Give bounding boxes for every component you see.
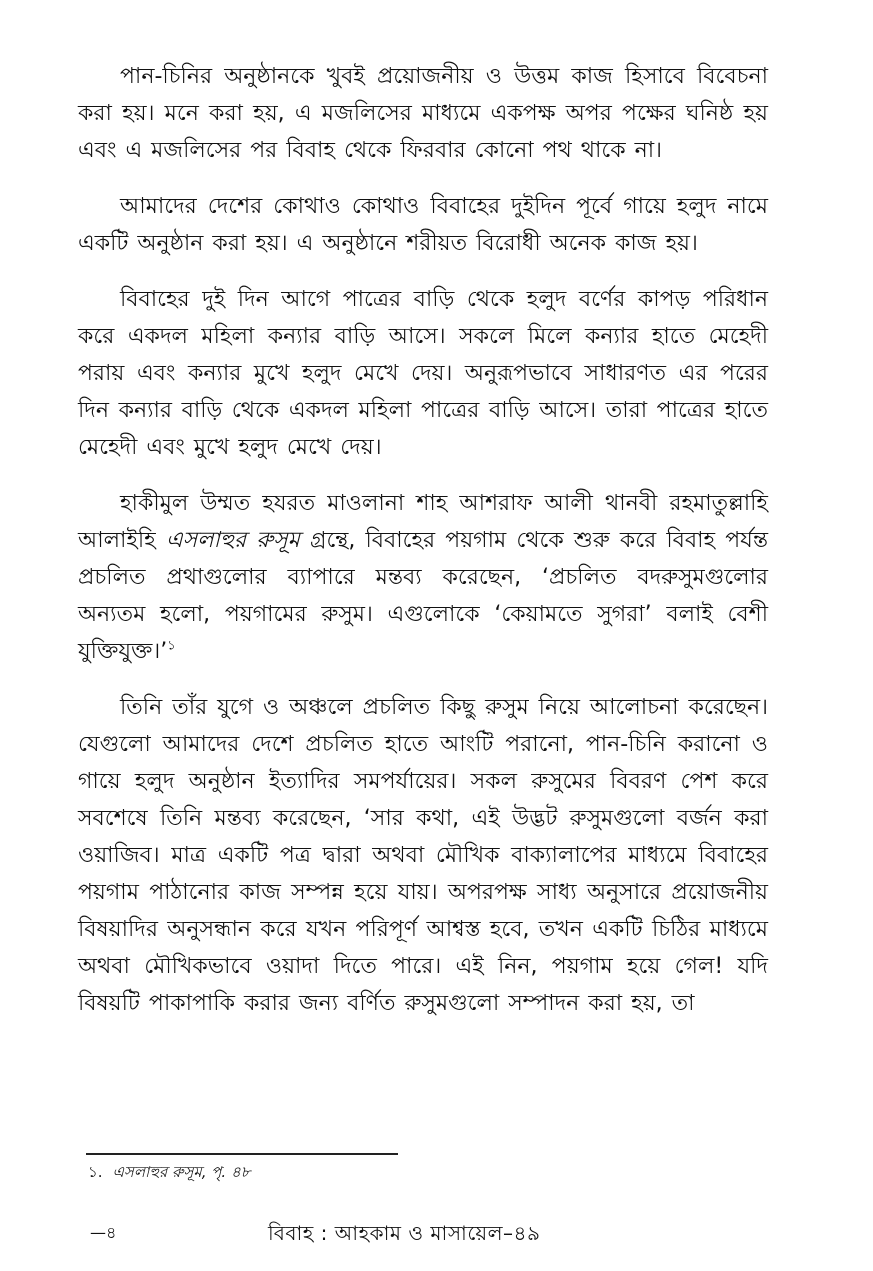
footnote-divider [86,1153,398,1155]
paragraph-1: পান-চিনির অনুষ্ঠানকে খুবই প্রয়োজনীয় ও উত্তম কাজ হিসাবে বিবেচনা করা হয়। মনে করা হয়, এ মজলিসের মাধ্যমে একপক্ষ অপর পক্ষের ঘনিষ্ঠ হয় এবং এ মজলিসের পর বিবাহ থেকে ফিরবার কোনো পথ থাকে না। [78,64,768,163]
paragraph-4 [78,485,768,670]
footnote-text: এসলাহুর রুসূম, পৃ. ৪৮ [112,1163,251,1181]
paragraph-3: বিবাহের দুই দিন আগে পাত্রের বাড়ি থেকে হলুদ বর্ণের কাপড় পরিধান করে একদল মহিলা কন্যার বাড়ি আসে। সকলে মিলে কন্যার হাতে মেহেদী পরায় এবং কন্যার মুখে হলুদ মেখে দেয়। অনুরূপভাবে সাধারণত এর পরের দিন কন্যার বাড়ি থেকে একদল মহিলা পাত্রের বাড়ি আসে। তারা পাত্রের হাতে মেহেদী এবং মুখে হলুদ মেখে দেয়। [78,287,768,460]
running-footer: বিবাহ : আহকাম ও মাসায়েল–৪৯ [268,1221,541,1245]
body-text [78,58,768,1041]
paragraph-5: তিনি তাঁর যুগে ও অঞ্চলে প্রচলিত কিছু রুসুম নিয়ে আলোচনা করেছেন। যেগুলো আমাদের দেশে প্রচলিত হাতে আংটি পরানো, পান-চিনি করানো ও গায়ে হলুদ অনুষ্ঠান ইত্যাদির সমপর্যায়ের। সকল রুসুমের বিবরণ পেশ করে সবশেষে তিনি মন্তব্য করেছেন, ‘সার কথা, এই উদ্ভট রুসুমগুলো বর্জন করা ওয়াজিব। মাত্র একটি পত্র দ্বারা অথবা মৌখিক বাক্যালাপের মাধ্যমে বিবাহের পয়গাম পাঠানোর কাজ সম্পন্ন হয়ে যায়। অপরপক্ষ সাধ্য অনুসারে প্রয়োজনীয় বিষয়াদির অনুসন্ধান করে যখন পরিপূর্ণ আশ্বস্ত হবে, তখন একটি চিঠির মাধ্যমে অথবা মৌখিকভাবে ওয়াদা দিতে পারে। এই নিন, পয়গাম হয়ে গেল! যদি বিষয়টি পাকাপাকি করার জন্য বর্ণিত রুসুমগুলো সম্পাদন করা হয়, তা [78,695,768,1016]
paragraph-4-text-b: গ্রন্থে, বিবাহের পয়গাম থেকে শুরু করে বিবাহ পর্যন্ত প্রচলিত প্রথাগুলোর ব্যাপারে মন্তব্য করেছেন, ‘প্রচলিত বদরুসুমগুলোর অন্যতম হলো, পয়গামের রুসুম। এগুলোকে ‘কেয়ামতে সুগরা’ বলাই বেশী যুক্তিযুক্ত।’ [78,528,768,664]
book-title: এসলাহুর রুসূম [165,528,300,553]
footnote-mark: ১. [88,1163,103,1181]
footnote [88,1162,250,1182]
signature-folio: —৪ [90,1223,117,1242]
paragraph-4-text-a: হাকীমুল উম্মত হযরত মাওলানা শাহ আশরাফ আলী থানবী রহমাতুল্লাহি আলাইহি [78,491,768,553]
paragraph-2: আমাদের দেশের কোথাও কোথাও বিবাহের দুইদিন পূর্বে গায়ে হলুদ নামে একটি অনুষ্ঠান করা হয়। এ অনুষ্ঠানে শরীয়ত বিরোধী অনেক কাজ হয়। [78,194,768,256]
footnote-reference: ১ [167,638,176,654]
